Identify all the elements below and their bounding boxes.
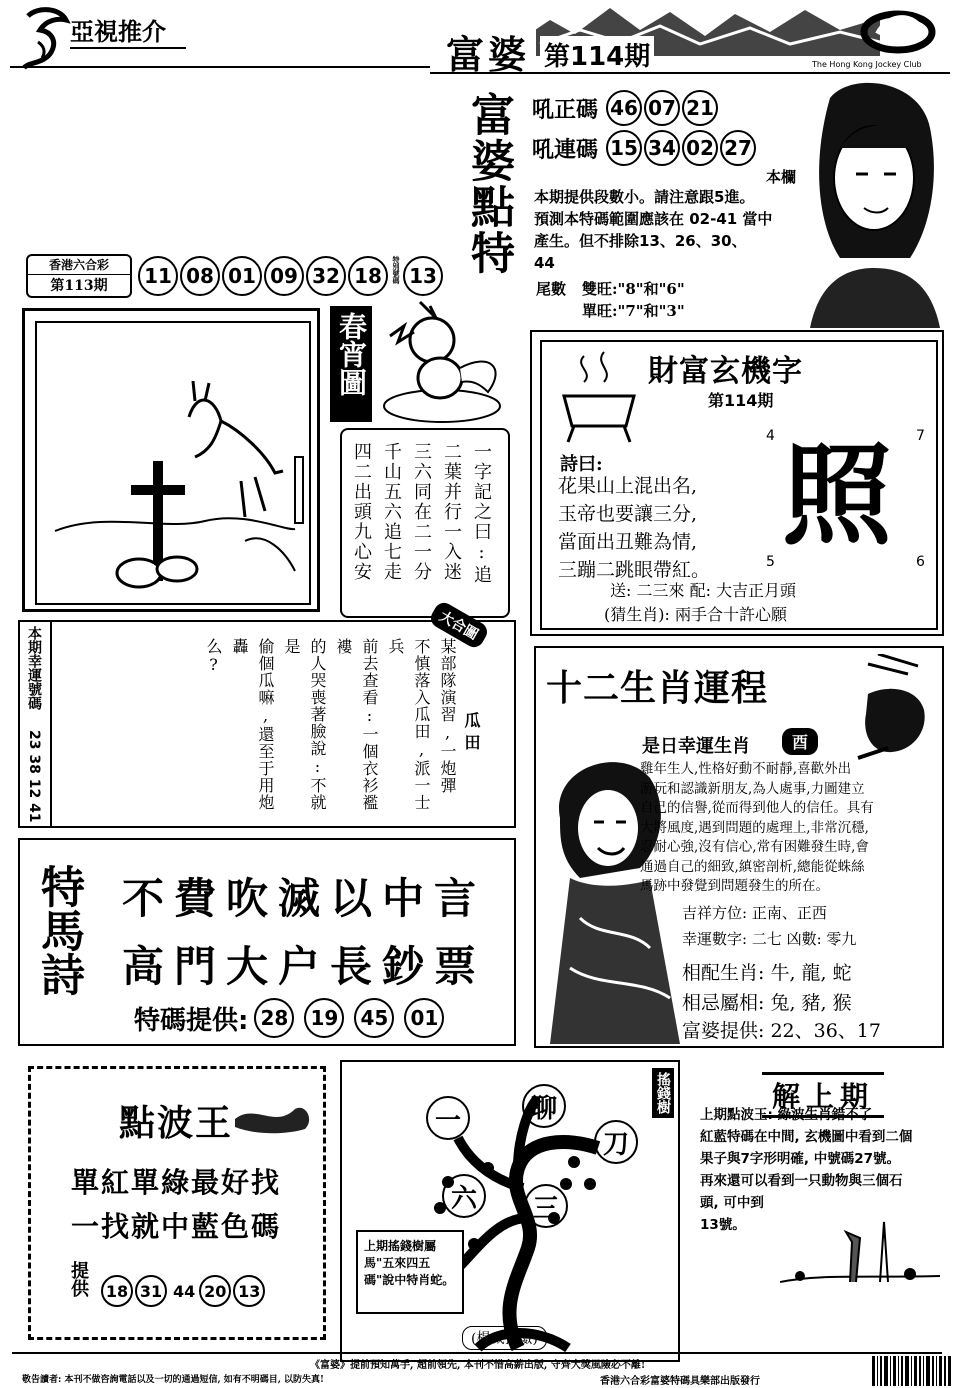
- zodiac-line: 大將風度,遇到問題的處理上,非常沉穩,: [640, 819, 869, 836]
- footer-line2-left: 敬告讀者: 本刊不做咨詢電話以及一切的通過短信, 如有不明碼目, 以防失真!: [22, 1375, 324, 1385]
- wave-num: 44: [173, 1281, 196, 1301]
- corner-num: 4: [766, 428, 775, 444]
- wave-num: 31: [135, 1275, 167, 1307]
- special-poem-line1: 不費吹滅以中言: [122, 874, 487, 923]
- special-num: 19: [304, 998, 344, 1038]
- money-tree-char: 三: [524, 1184, 568, 1228]
- corner-num: 5: [766, 554, 775, 570]
- money-tree-badge: 搖錢樹: [652, 1068, 674, 1118]
- result-num: 08: [180, 256, 220, 296]
- notice-line: 產生。但不排除13、26、30、: [534, 232, 747, 250]
- wave-num: 18: [101, 1275, 133, 1307]
- benlan-label: 本欄: [766, 168, 797, 186]
- zodiac-line: 自己的信譽,從而得到他人的信任。具有: [640, 800, 874, 816]
- zodiac-direction: 吉祥方位: 正南、正西: [682, 904, 827, 922]
- jockey-club-logo-icon: [858, 4, 938, 56]
- zodiac-line: 忍耐心強,沒有信心,常有困難發生時,會: [640, 839, 869, 855]
- header-bottom-rule: [430, 72, 950, 74]
- lucky-side-nums: 23 38 12 41: [26, 730, 42, 823]
- zheng-num: 07: [644, 90, 680, 126]
- wave-king-line1: 單紅單綠最好找: [71, 1166, 282, 1199]
- special-poem-provide: [134, 998, 444, 1038]
- result-num: 18: [348, 256, 388, 296]
- zheng-row: [532, 90, 718, 126]
- result-num: 32: [306, 256, 346, 296]
- money-tree-signature: (楊威抖擻): [462, 1326, 547, 1350]
- header-rule: [10, 66, 430, 68]
- solution-line: 紅藍特碼在中間, 玄機圖中看到二個: [700, 1129, 913, 1145]
- zheng-num: 46: [606, 90, 642, 126]
- header-club: The Hong Kong Jockey Club: [812, 60, 922, 69]
- zodiac-numbers: 幸運數字: 二七 凶數: 零九: [682, 930, 857, 948]
- wave-king-box: [28, 1066, 326, 1340]
- special-label: 特別號碼: [392, 256, 401, 284]
- last-result-label-top: 香港六合彩: [28, 256, 130, 275]
- lucky-divider: [50, 622, 52, 826]
- solution-line: 再來還可以看到一只動物與三個石: [700, 1173, 903, 1189]
- lucky-story-box: [18, 620, 516, 828]
- money-tree-char: 刀: [594, 1120, 638, 1164]
- notice-line: 預測本特碼範圍應該在 02-41 當中: [534, 210, 773, 228]
- zodiac-line: 雞年生人,性格好動不耐靜,喜歡外出: [640, 761, 852, 777]
- treasure-title: 財富玄機字: [648, 354, 803, 389]
- header: [0, 0, 960, 80]
- zodiac-box: [534, 646, 944, 1048]
- treasure-poem-line: 花果山上混出名,: [558, 475, 698, 497]
- special-poem-box: [18, 838, 516, 1046]
- zodiac-avoid: 相忌屬相: 兔, 豬, 猴: [682, 992, 852, 1014]
- notice-line: 44: [534, 254, 555, 272]
- solution-line: 上期點波王: 綠波生肖錯不了: [700, 1107, 873, 1123]
- footer-rule: [12, 1352, 942, 1354]
- treasure-poem-line: 三蹦二跳眼帶紅。: [558, 559, 711, 581]
- lucky-badge: 大合圖: [427, 599, 490, 651]
- header-title: 富婆: [440, 24, 536, 79]
- zodiac-provide: 富婆提供: 22、36、17: [682, 1020, 881, 1042]
- last-result-label: [26, 254, 132, 298]
- incense-burner-icon: [554, 346, 644, 446]
- last-result-issue: 第113期: [50, 278, 108, 294]
- money-tree-char: 聊: [522, 1084, 566, 1128]
- poem-col: 四二出頭九心安: [351, 442, 372, 582]
- solution-line: 頭, 可中到: [700, 1195, 764, 1211]
- lucky-side-label: 本期幸運號碼: [26, 626, 42, 710]
- poem-col: 二葉并行一入迷: [441, 442, 462, 582]
- special-num: 01: [404, 998, 444, 1038]
- treasure-box: [530, 330, 944, 636]
- lian-num: 15: [606, 130, 642, 166]
- tail-double: 雙旺:"8"和"6": [582, 280, 685, 298]
- zheng-num: 21: [682, 90, 718, 126]
- zodiac-lucky-animal: 酉: [782, 728, 818, 755]
- brush-logo-icon: [18, 2, 78, 72]
- header-left-badge: 亞視推介: [70, 12, 186, 49]
- story-col: 前去查看:一個衣衫襤褸: [334, 638, 379, 811]
- zheng-label: 吼正碼: [532, 96, 599, 123]
- wave-num: 13: [233, 1275, 265, 1307]
- result-num: 01: [222, 256, 262, 296]
- story-col: 某部隊演習,一炮彈: [438, 638, 457, 794]
- corner-num: 7: [916, 428, 925, 444]
- story-col: 偷個瓜嘛,還至于用炮轟: [230, 638, 275, 811]
- treasure-guess: (猜生肖): 兩手合十許心願: [604, 605, 787, 624]
- last-solution-title: 解上期: [762, 1072, 884, 1118]
- spring-poem-cols: [346, 442, 496, 606]
- story-col: 不慎落入瓜田,派一士兵: [386, 638, 431, 811]
- tail-label: 尾數: [536, 280, 567, 298]
- story-title: 瓜田: [462, 712, 481, 756]
- treasure-send: 送: 二三來 配: 大吉正月頭: [610, 581, 797, 600]
- lian-num: 02: [682, 130, 718, 166]
- treasure-big-char: 照: [782, 431, 892, 560]
- story-col: 的人哭喪著臉說:不就是: [282, 638, 327, 811]
- wave-king-nums: [101, 1275, 265, 1307]
- spring-picture-frame: [22, 308, 320, 612]
- cupid-angel-icon: [380, 296, 510, 426]
- zodiac-title: 十二生肖運程: [546, 667, 769, 709]
- result-num: 09: [264, 256, 304, 296]
- header-issue: 第114期: [540, 36, 654, 73]
- wave-num: 20: [199, 1275, 231, 1307]
- footer-line1: 《富婆》提前預知萬手, 超前領先, 本刊不惜高薪出版, 守齊大獎風險必不離!: [310, 1360, 646, 1371]
- treasure-poem-line: 玉帝也要讓三分,: [558, 503, 698, 525]
- zodiac-lucky-line: 是日幸運生肖: [642, 736, 750, 757]
- zodiac-match: 相配生肖: 牛, 龍, 蛇: [682, 962, 852, 984]
- wave-king-title: 點波王: [119, 1102, 234, 1144]
- spring-scroll: [340, 428, 510, 618]
- lian-row: [532, 130, 756, 166]
- poem-col: 一字記之曰:追: [471, 442, 492, 585]
- tail-single: 單旺:"7"和"3": [582, 302, 685, 320]
- money-tree-char: 六: [442, 1174, 486, 1218]
- money-tree-char: 一: [426, 1096, 470, 1140]
- barcode-icon: [872, 1356, 952, 1386]
- zodiac-line: 通過自己的細致,縝密剖析,總能從蛛絲: [640, 858, 865, 875]
- treasure-poem-label: 詩曰:: [560, 454, 603, 475]
- zodiac-line: 游玩和認識新朋友,為人處事,力圖建立: [640, 780, 865, 797]
- zodiac-line: 馬跡中發覺到問題發生的所在。: [640, 878, 829, 894]
- special-provide-label: 特碼提供:: [134, 1005, 249, 1036]
- kangaroo-cross-scene-icon: [45, 381, 305, 601]
- spring-title-box: [330, 306, 372, 422]
- corner-num: 6: [916, 554, 925, 570]
- special-poem-side-label: 特馬詩: [33, 864, 84, 996]
- spring-title: 春宵圖: [335, 312, 368, 396]
- treasure-poem-line: 當面出丑難為情,: [558, 531, 698, 553]
- treasure-issue: 第114期: [708, 391, 774, 410]
- lian-num: 27: [720, 130, 756, 166]
- result-special: 13: [403, 256, 443, 296]
- special-num: 28: [254, 998, 294, 1038]
- treasure-poem: [558, 472, 710, 584]
- story-cols: [200, 638, 460, 818]
- special-num: 45: [354, 998, 394, 1038]
- woman-portrait-icon: [790, 78, 948, 328]
- ink-splash-icon: [235, 1099, 315, 1139]
- solution-line: 果子與7字形明確, 中號碼27號。: [700, 1151, 901, 1167]
- solution-line: 13號。: [700, 1217, 746, 1233]
- money-tree-note: [356, 1230, 464, 1314]
- money-tree-icon: [378, 1078, 648, 1358]
- lian-label: 吼連碼: [532, 136, 599, 163]
- poem-col: 三六同在二一分: [411, 442, 432, 582]
- zodiac-text: [640, 760, 874, 897]
- result-num: 11: [138, 256, 178, 296]
- last-result-numbers: [138, 256, 443, 296]
- sketch-scene-icon: [780, 1212, 940, 1292]
- intro-notice: [534, 186, 772, 274]
- poem-col: 千山五六追七走: [381, 442, 402, 582]
- intro-vertical-title: 富婆點特: [463, 92, 514, 276]
- fist-hand-icon: [848, 654, 938, 764]
- notice-line: 本期提供段數小。請注意跟5進。: [534, 188, 755, 206]
- money-tree-box: [340, 1060, 680, 1362]
- wave-king-line2: 一找就中藍色碼: [71, 1210, 282, 1243]
- story-col: 么?: [204, 638, 223, 675]
- lian-num: 34: [644, 130, 680, 166]
- special-poem-line2: 高門大户長鈔票: [122, 942, 487, 991]
- footer-line2-right: 香港六合彩富婆特碼具樂部出版發行: [600, 1376, 760, 1387]
- wave-king-provide: 提供: [68, 1261, 89, 1297]
- money-tree-note-text: 上期搖錢樹屬馬"五來四五碼"說中特肖蛇。: [364, 1239, 455, 1287]
